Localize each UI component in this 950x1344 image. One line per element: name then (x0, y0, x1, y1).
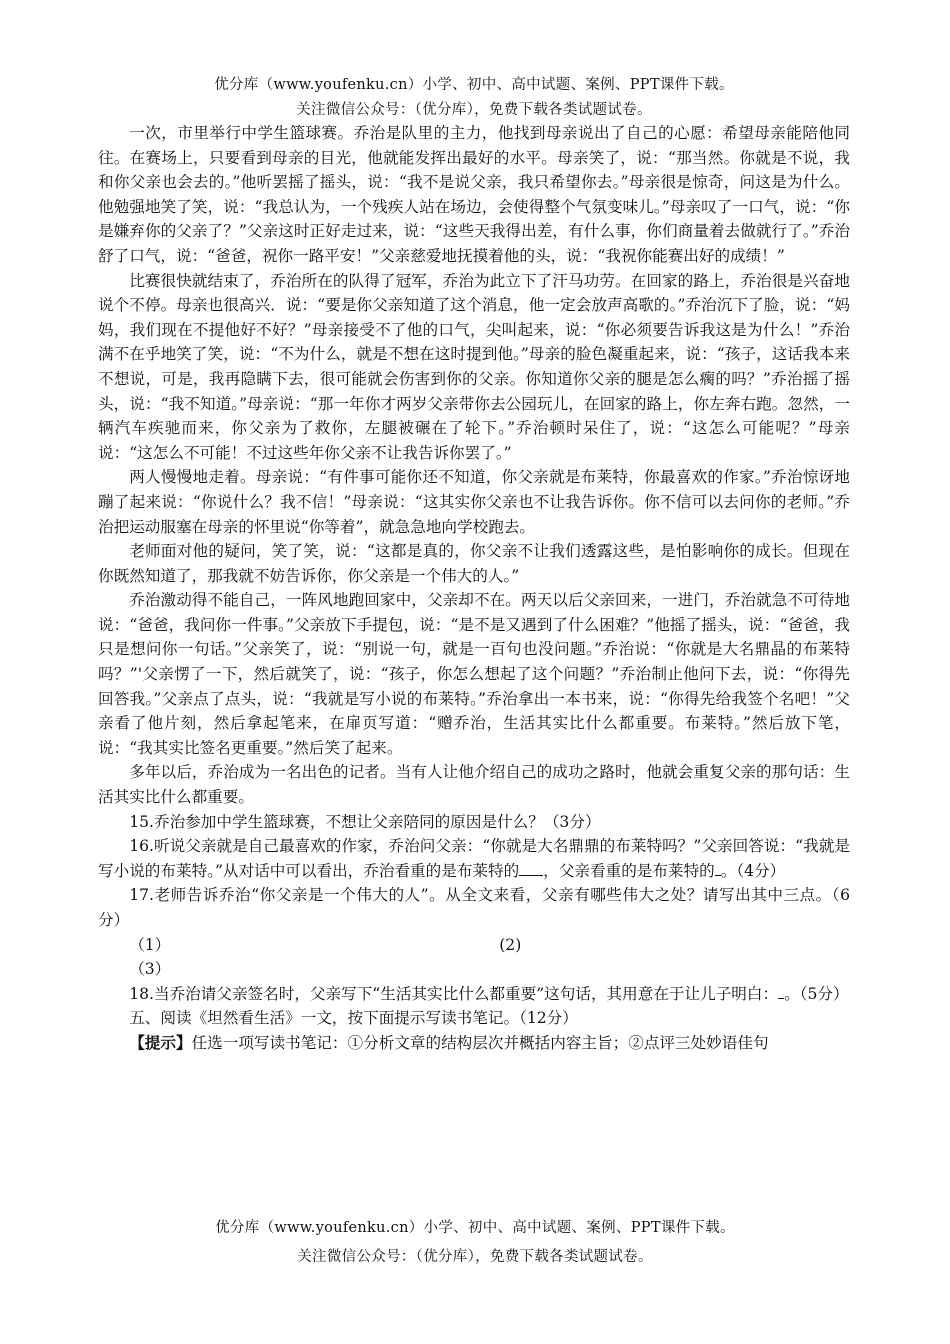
footer-line-1: 优分库（www.youfenku.cn）小学、初中、高中试题、案例、PPT课件下载。 (215, 1220, 735, 1236)
question-17: 17.老师告诉乔治“你父亲是一个伟大的人”。从全文来看，父亲有哪些伟大之处？请写出其中三点。（6分） (98, 886, 850, 929)
question-18 (98, 982, 850, 1007)
story-paragraph-3: 两人慢慢地走着。母亲说：“有件事可能你还不知道，你父亲就是布莱特，你最喜欢的作家。”乔治惊讶地蹦了起来说：“你说什么？我不信！”母亲说：“这其实你父亲也不让我告诉你。你不信可以去问你的老师。”乔治把运动服塞在母亲的怀里说“你等着”，就急急地向学校跑去。 (98, 468, 850, 536)
answer-blank-1[interactable] (519, 861, 543, 876)
story-paragraph-6: 多年以后，乔治成为一名出色的记者。当有人让他介绍自己的成功之路时，他就会重复父亲的那句话：生活其实比什么都重要。 (98, 763, 850, 807)
story-paragraph-5: 乔治激动得不能自己，一阵风地跑回家中，父亲却不在。两天以后父亲回来，一进门，乔治就急不可待地说：“爸爸，我问你一件事。”父亲放下手提包，说：“是不是又遇到了什么困难？”他摇了摇头，说：“爸爸，我只是想问你一句话。”父亲笑了，说：“别说一句，就是一百句也没问题。”乔治说：“你就是大名鼎晶的布莱特吗？”'父亲愣了一下，然后就笑了，说：“孩子，你怎么想起了这个问题？”乔治制止他问下去，说：“你得先回答我。”父亲点了点头，说：“我就是写小说的布莱特。”乔治拿出一本书来，说：“你得先给我签个名吧！”父亲看了他片刻，然后拿起笔来，在扉页写道：“赠乔治，生活其实比什么都重要。布莱特。”然后放下笔，说：“我其实比签名更重要。”然后笑了起来。 (98, 591, 850, 757)
question-16 (98, 834, 850, 883)
question-16-text-c: 。（4分） (720, 861, 786, 880)
tip-text: 任选一项写读书笔记：①分析文章的结构层次并概括内容主旨；②点评三处妙语佳句 (191, 1033, 769, 1052)
question-18-text-b: 。（5分） (784, 984, 849, 1003)
answer-slot-1: （1） (129, 935, 171, 954)
tip-label: 【提示】 (129, 1032, 192, 1052)
reading-passage (98, 121, 850, 1056)
section-5-heading: 五、阅读《坦然看生活》一文，按下面提示写读书笔记。（12分） (129, 1009, 578, 1028)
story-paragraph-4: 老师面对他的疑问，笑了笑，说：“这都是真的，你父亲不让我们透露这些，是怕影响你的成长。但现在你既然知道了，那我就不妨告诉你，你父亲是一个伟大的人。” (98, 542, 850, 585)
question-16-text-b: ，父亲看重的是布莱特的 (543, 861, 715, 880)
footer-line-2: 关注微信公众号：（优分库），免费下载各类试题试卷。 (297, 1249, 653, 1265)
document-page (98, 0, 850, 1056)
question-16-text-a: 16.听说父亲就是自己最喜欢的作家，乔治问父亲：“你就是大名鼎鼎的布莱特吗？”父亲回答说：“我就是写小说的布莱特。”从对话中可以看出，乔治看重的是布莱特的 (98, 837, 850, 880)
question-15: 15.乔治参加中学生篮球赛，不想让父亲陪同的原因是什么？（3分） (129, 812, 601, 831)
header-line-2: 关注微信公众号：（优分库），免费下载各类试题试卷。 (296, 102, 652, 118)
answer-slot-2: (2) (499, 935, 522, 954)
tip-line (98, 1031, 850, 1056)
question-18-text-a: 18.当乔治请父亲签名时，父亲写下“生活其实比什么都重要”这句话，其用意在于让儿子明白： (129, 984, 779, 1003)
header-line-1: 优分库（www.youfenku.cn）小学、初中、高中试题、案例、PPT课件下载。 (214, 77, 734, 93)
story-paragraph-2: 比赛很快就结束了，乔治所在的队得了冠军，乔治为此立下了汗马功劳。在回家的路上，乔治很是兴奋地说个不停。母亲也很高兴．说：“要是你父亲知道了这个消息，他一定会放声高歌的。”乔治沉下了脸，说：“妈妈，我们现在不提他好不好？”母亲接受不了他的口气，尖叫起来，说：“你必须要告诉我这是为什么！”乔治满不在乎地笑了笑，说：“不为什么，就是不想在这时提到他。”母亲的脸色凝重起来，说：“孩子，这话我本来不想说，可是，我再隐瞒下去，很可能就会伤害到你的父亲。你知道你父亲的腿是怎么瘸的吗？”乔治摇了摇头，说：“我不知道。”母亲说：“那一年你才两岁父亲带你去公园玩儿，在回家的路上，你左奔右跑。忽然，一辆汽车疾驰而来，你父亲为了救你，左腿被碾在了轮下。”乔治顿时呆住了，说：“这怎么可能呢？”母亲说：“这怎么不可能！不过这些年你父亲不让我告诉你罢了。” (98, 271, 850, 462)
story-paragraph-1: 一次，市里举行中学生篮球赛。乔治是队里的主力，他找到母亲说出了自己的心愿：希望母亲能陪他同往。在赛场上，只要看到母亲的目光，他就能发挥出最好的水平。母亲笑了，说：“那当然。你就是不说，我和你父亲也会去的。”他听罢摇了摇头，说：“我不是说父亲，我只希望你去。”母亲很是惊奇，问这是为什么。他勉强地笑了笑，说：“我总认为，一个残疾人站在场边，会使得整个气氛变味儿。”母亲叹了一口气，说：“你是嫌弃你的父亲了？”父亲这时正好走过来，说：“这些天我得出差，有什么事，你们商量着去做就行了。”乔治舒了口气，说：“爸爸，祝你一路平安！”父亲慈爱地抚摸着他的头，说：“我祝你能赛出好的成绩！” (98, 124, 850, 265)
question-17-answers-row (98, 933, 850, 958)
answer-slot-3: （3） (129, 960, 171, 979)
